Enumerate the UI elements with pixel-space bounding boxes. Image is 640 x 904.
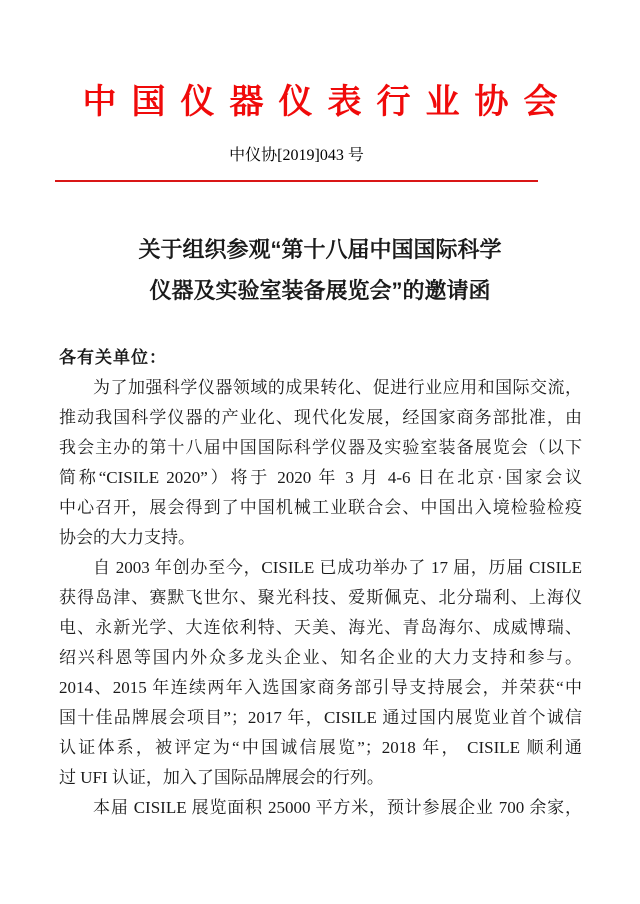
body-line: 电、永新光学、大连依利特、天美、海光、青岛海尔、成威博瑞、	[59, 618, 582, 637]
body-line: 中心召开，展会得到了中国机械工业联合会、中国出入境检验检疫	[59, 498, 582, 517]
body-line: 为了加强科学仪器领域的成果转化、促进行业应用和国际交流，	[93, 378, 582, 397]
body-line: 2014、2015 年连续两年入选国家商务部引导支持展会，并荣获“中	[59, 678, 582, 697]
body-line: 获得岛津、赛默飞世尔、聚光科技、爱斯佩克、北分瑞利、上海仪	[59, 588, 582, 607]
document-title	[0, 229, 640, 311]
body-line: 过 UFI 认证，加入了国际品牌展会的行列。	[59, 768, 384, 787]
salutation-line: 各有关单位：	[59, 348, 167, 367]
document-number: 中仪协[2019]043 号	[229, 147, 364, 164]
red-divider-line	[55, 180, 538, 182]
document-title-line-1: 关于组织参观“第十八届中国国际科学	[138, 237, 502, 262]
body-line: 协会的大力支持。	[59, 528, 195, 547]
body-text	[59, 343, 582, 823]
body-line: 本届 CISILE 展览面积 25000 平方米，预计参展企业 700 余家，	[93, 798, 582, 817]
document-title-line-2: 仪器及实验室装备展览会”的邀请函	[149, 278, 491, 303]
body-line: 绍兴科恩等国内外众多龙头企业、知名企业的大力支持和参与。	[59, 648, 582, 667]
body-line: 推动我国科学仪器的产业化、现代化发展，经国家商务部批准，由	[59, 408, 582, 427]
body-line: 国十佳品牌展会项目”；2017 年，CISILE 通过国内展览业首个诚信	[59, 708, 582, 727]
body-line: 认证体系，被评定为“中国诚信展览”；2018 年， CISILE 顺利通	[59, 738, 582, 757]
body-line: 我会主办的第十八届中国国际科学仪器及实验室装备展览会（以下	[59, 438, 582, 457]
body-line: 自 2003 年创办至今，CISILE 已成功举办了 17 届，历届 CISILE	[93, 558, 582, 577]
body-line: 简称“CISILE 2020”）将于 2020 年 3 月 4-6 日在北京·国家会议	[59, 468, 582, 487]
organization-title: 中国仪器仪表行业协会	[82, 84, 573, 121]
